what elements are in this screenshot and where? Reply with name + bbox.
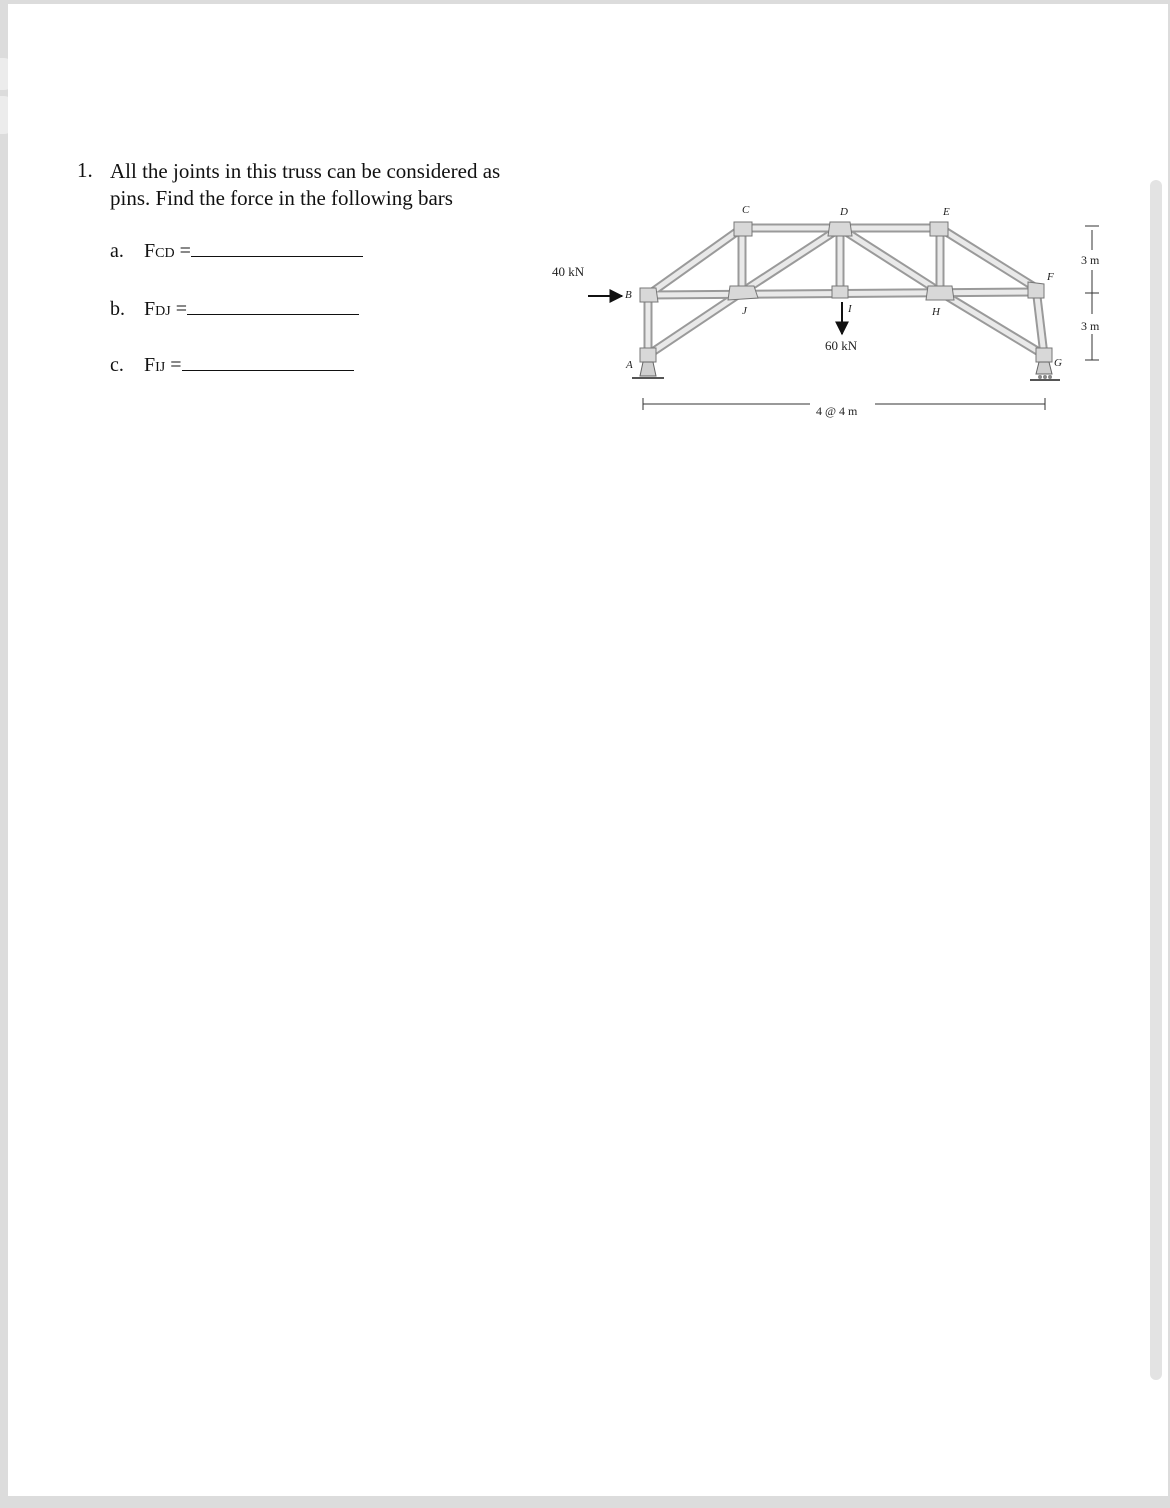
- joint-label-j: J: [742, 305, 747, 317]
- height-label-top: 3 m: [1081, 253, 1100, 267]
- answer-label: c.: [110, 354, 124, 376]
- answer-label: a.: [110, 240, 124, 262]
- answer-blank[interactable]: [187, 298, 359, 315]
- joint-label-f: F: [1047, 271, 1054, 283]
- force-subscript: DJ: [155, 304, 171, 319]
- joint-label-i: I: [848, 303, 852, 315]
- joint-label-a: A: [626, 359, 633, 371]
- question-number: 1.: [77, 158, 93, 182]
- equals-sign: =: [170, 298, 187, 320]
- span-dimension-label: 4 @ 4 m: [816, 404, 858, 418]
- scrollbar[interactable]: [1150, 180, 1162, 1380]
- joint-label-d: D: [840, 206, 848, 218]
- question-text: [110, 158, 550, 212]
- answer-fdj: [110, 298, 359, 321]
- joint-label-b: B: [625, 289, 632, 301]
- joint-label-h: H: [932, 306, 940, 318]
- question-text-line: pins. Find the force in the following bars: [110, 186, 453, 210]
- answer-fcd: [110, 240, 363, 263]
- load-label-vertical: 60 kN: [825, 338, 858, 353]
- answer-blank[interactable]: [191, 240, 363, 257]
- equals-sign: =: [174, 240, 191, 262]
- question-text-line: All the joints in this truss can be considered as: [110, 159, 501, 183]
- force-subscript: IJ: [155, 360, 166, 375]
- joint-label-e: E: [943, 206, 950, 218]
- load-label-horizontal: 40 kN: [552, 264, 585, 279]
- force-symbol: F: [144, 240, 156, 262]
- height-label-bottom: 3 m: [1081, 319, 1100, 333]
- answer-fij: [110, 354, 354, 377]
- truss-figure: [540, 190, 1110, 430]
- force-symbol: F: [144, 298, 156, 320]
- answer-label: b.: [110, 298, 125, 320]
- answer-blank[interactable]: [182, 354, 354, 371]
- force-subscript: CD: [155, 246, 175, 261]
- force-symbol: F: [144, 354, 156, 376]
- joint-label-c: C: [742, 204, 750, 216]
- equals-sign: =: [165, 354, 182, 376]
- support-pin-a: [632, 362, 664, 378]
- joint-label-g: G: [1054, 357, 1062, 369]
